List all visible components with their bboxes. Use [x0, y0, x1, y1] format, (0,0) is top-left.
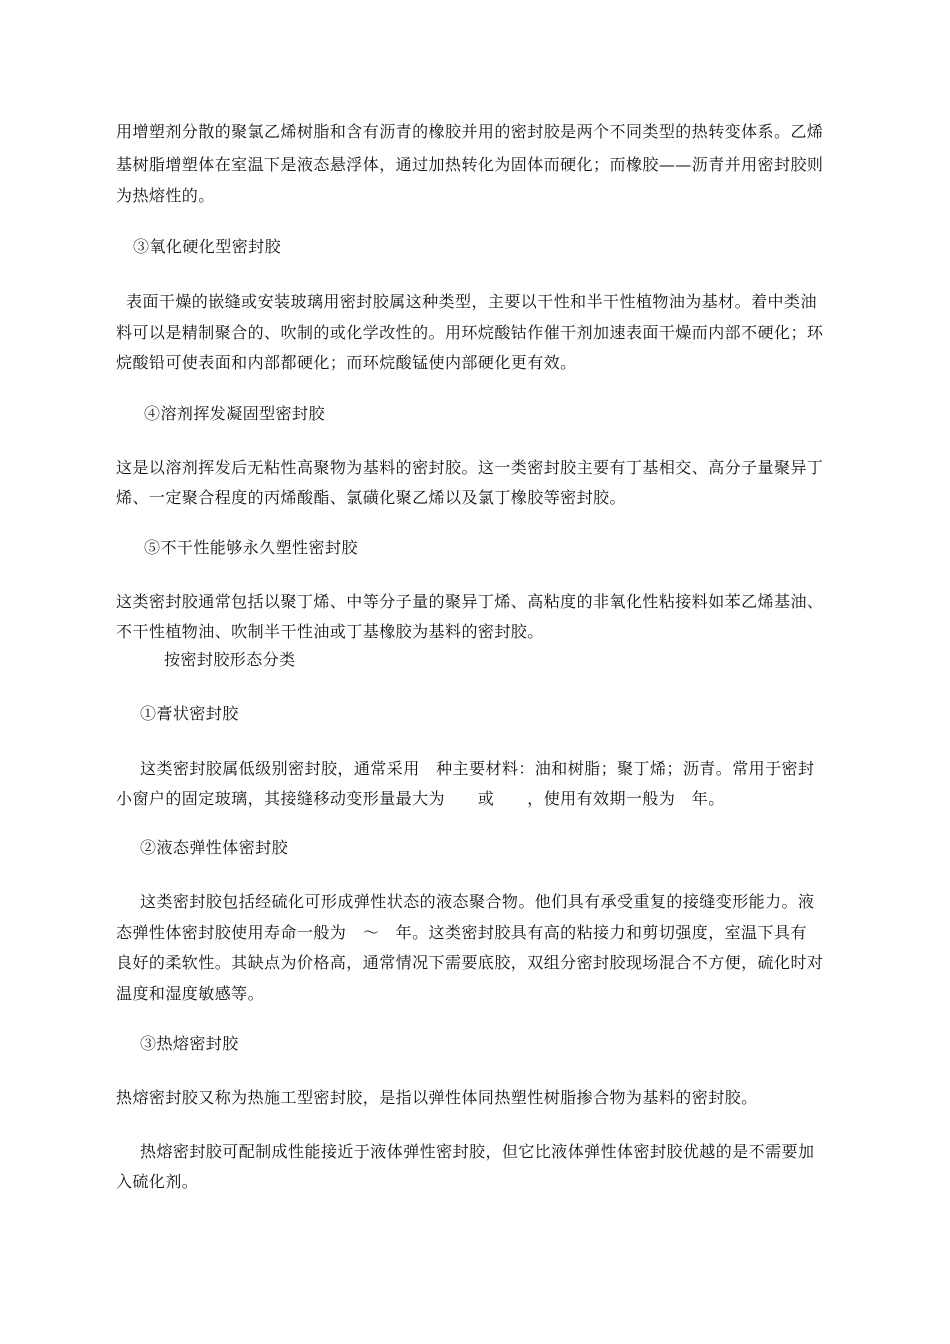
- text-line: 烯、一定聚合程度的丙烯酸酯、氯磺化聚乙烯以及氯丁橡胶等密封胶。: [116, 488, 626, 507]
- text-line: 这是以溶剂挥发后无粘性高聚物为基料的密封胶。这一类密封胶主要有丁基相交、高分子量聚异丁: [116, 458, 824, 477]
- text-line: 态弹性体密封胶使用寿命一般为 ～ 年。这类密封胶具有高的粘接力和剪切强度，室温下具有: [116, 923, 807, 942]
- heading-paste-sealant: ①膏状密封胶: [140, 704, 239, 723]
- text-line: 良好的柔软性。其缺点为价格高，通常情况下需要底胶，双组分密封胶现场混合不方便，硫化时对: [116, 953, 824, 972]
- text-line: 这类密封胶包括经硫化可形成弹性状态的液态聚合物。他们具有承受重复的接缝变形能力。液: [140, 892, 815, 911]
- text-line: 基树脂增塑体在室温下是液态悬浮体，通过加热转化为固体而硬化；而橡胶——沥青并用密封胶则: [116, 155, 824, 174]
- text-line: 不干性植物油、吹制半干性油或丁基橡胶为基料的密封胶。: [116, 622, 544, 641]
- heading-non-drying-plastic: ⑤不干性能够永久塑性密封胶: [144, 538, 358, 557]
- text-line: 表面干燥的嵌缝或安装玻璃用密封胶属这种类型，主要以干性和半干性植物油为基材。着中类油: [126, 292, 817, 311]
- text-line: 为热熔性的。: [116, 186, 215, 205]
- text-line: 热熔密封胶可配制成性能接近于液体弹性密封胶，但它比液体弹性体密封胶优越的是不需要加: [140, 1142, 815, 1161]
- text-line: 温度和湿度敏感等。: [116, 984, 265, 1003]
- heading-classification-by-form: 按密封胶形态分类: [164, 650, 296, 669]
- heading-hot-melt: ③热熔密封胶: [140, 1034, 239, 1053]
- heading-liquid-elastomer: ②液态弹性体密封胶: [140, 838, 289, 857]
- heading-oxidation-curing: ③氧化硬化型密封胶: [133, 237, 282, 256]
- text-line: 入硫化剂。: [116, 1172, 199, 1191]
- text-line: 烷酸铅可使表面和内部都硬化；而环烷酸锰使内部硬化更有效。: [116, 353, 577, 372]
- text-line: 这类密封胶通常包括以聚丁烯、中等分子量的聚异丁烯、高粘度的非氧化性粘接料如苯乙烯基油、: [116, 592, 824, 611]
- text-line: 这类密封胶属低级别密封胶，通常采用 种主要材料：油和树脂；聚丁烯；沥青。常用于密封: [140, 759, 815, 778]
- heading-solvent-evaporation: ④溶剂挥发凝固型密封胶: [144, 404, 325, 423]
- text-line: 料可以是精制聚合的、吹制的或化学改性的。用环烷酸钴作催干剂加速表面干燥而内部不硬化；环: [116, 323, 824, 342]
- text-line: 用增塑剂分散的聚氯乙烯树脂和含有沥青的橡胶并用的密封胶是两个不同类型的热转变体系。乙烯: [116, 122, 824, 141]
- text-line: 热熔密封胶又称为热施工型密封胶，是指以弹性体同热塑性树脂掺合物为基料的密封胶。: [116, 1088, 758, 1107]
- text-line: 小窗户的固定玻璃，其接缝移动变形量最大为 或 ，使用有效期一般为 年。: [116, 789, 725, 808]
